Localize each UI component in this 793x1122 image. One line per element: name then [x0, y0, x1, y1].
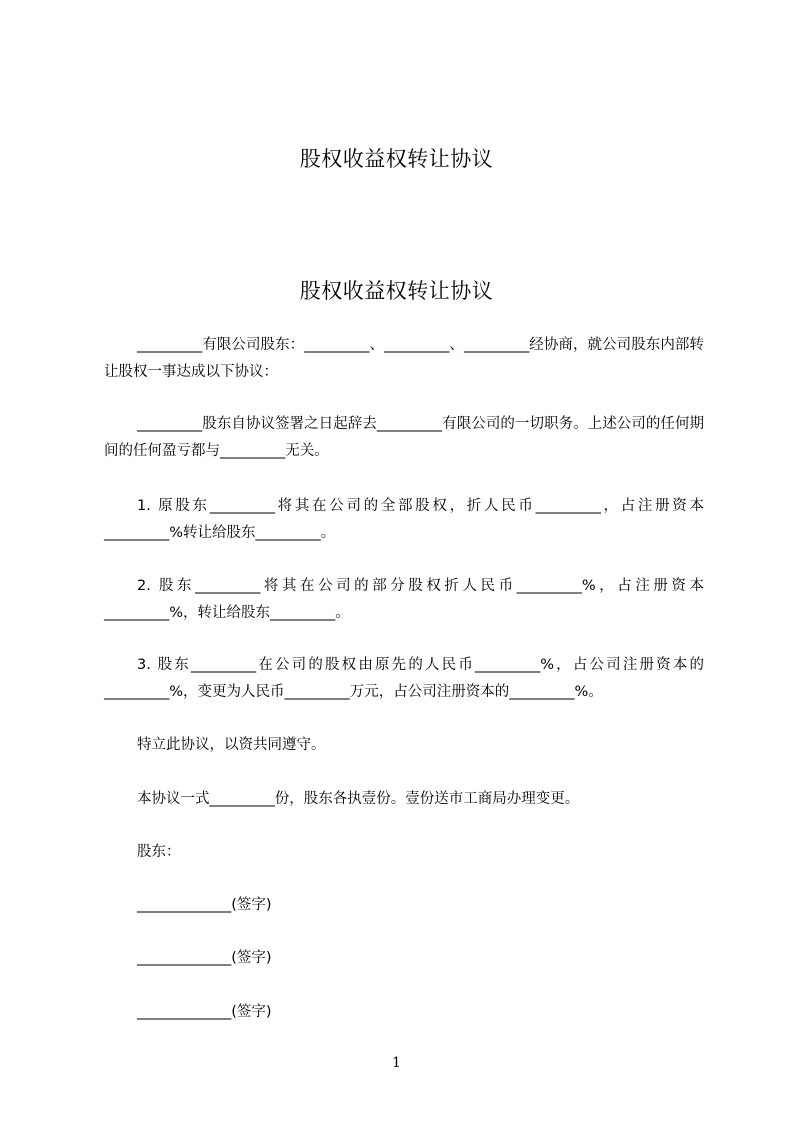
document-title: 股权收益权转让协议 — [299, 279, 494, 303]
signature-line-1: _____________(签字) — [137, 897, 272, 913]
shareholders-label: 股东： — [137, 844, 181, 860]
clause-3-paragraph: 3. 股东_________在公司的股权由原先的人民币_________%，占公司注册资本的_________%，变更为人民币_________万元，占公司注册资本的_________%。 — [104, 657, 704, 700]
intro-paragraph: _________有限公司股东：_________、_________、_________经协商，就公司股东内部转让股权一事达成以下协议： — [104, 337, 704, 380]
agreement-statement: 特立此协议，以资共同遵守。 — [137, 737, 326, 753]
copies-paragraph: 本协议一式_________份，股东各执壹份。壹份送市工商局办理变更。 — [137, 791, 580, 807]
cover-title: 股权收益权转让协议 — [299, 147, 494, 171]
clause-2-paragraph: 2. 股东_________将其在公司的部分股权折人民币_________%，占注册资本_________%，转让给股东_________。 — [104, 578, 704, 621]
resignation-paragraph: _________股东自协议签署之日起辞去_________有限公司的一切职务。上述公司的任何期间的任何盈亏都与_________无关。 — [104, 416, 704, 459]
signature-line-3: _____________(签字) — [137, 1004, 272, 1020]
clause-1-paragraph: 1. 原股东_________将其在公司的全部股权，折人民币_________，占注册资本_________%转让给股东_________。 — [104, 498, 704, 541]
signature-line-2: _____________(签字) — [137, 950, 272, 966]
page-number: 1 — [392, 1055, 401, 1071]
